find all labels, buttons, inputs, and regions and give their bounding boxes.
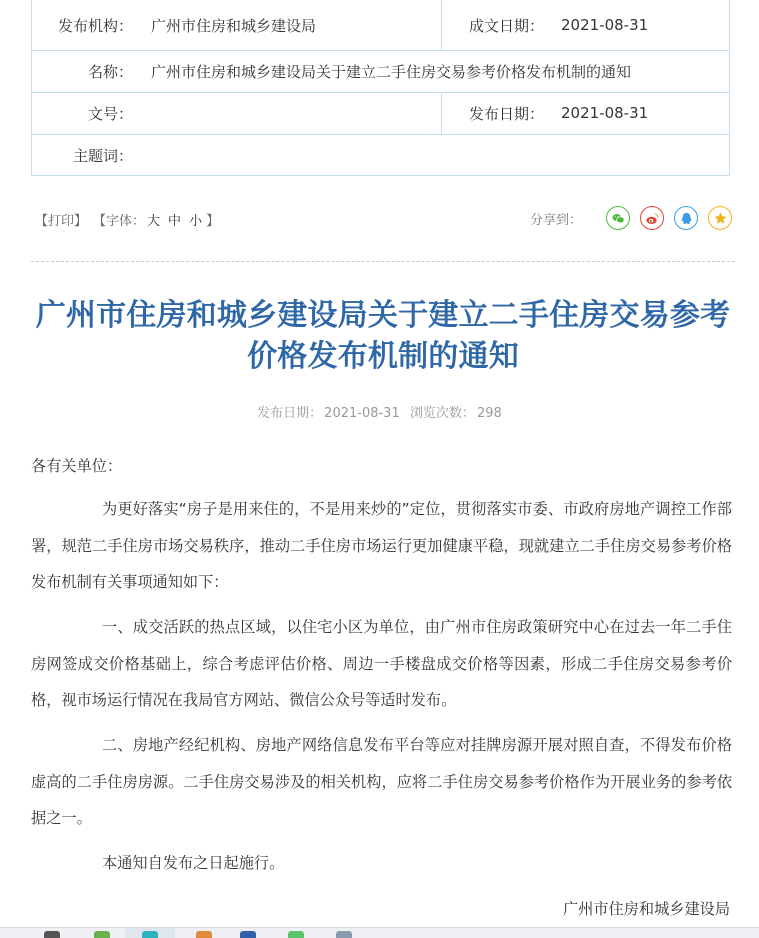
qq-icon[interactable] [674,206,698,230]
article-paragraph: 本通知自发布之日起施行。 [102,854,285,872]
views-label: 浏览次数： [410,406,476,421]
document-meta-table [31,0,730,176]
doc-date-value: 2021-08-31 [561,16,649,34]
meta-row-doc-no [32,92,729,135]
article-paragraph: 为更好落实“房子是用来住的，不是用来炒的”定位，贯彻落实市委、市政府房地产调控工作部署，规范二手住房市场交易秩序，推动二手住房市场运行更加健康平稳，现就建立二手住房交易参考价格发布机制有关事项通知如下： [31,500,732,591]
meta-row-publisher [32,0,729,51]
font-size-close: 】 [206,214,220,229]
section-divider [31,261,735,262]
pub-date-label: 发布日期： [257,406,323,421]
article-pub-info [0,402,759,421]
share-label: 分享到： [529,212,582,228]
pub-date-value: 2021-08-31 [324,406,400,421]
views-count: 298 [477,406,502,421]
article-title: 广州市住房和城乡建设局关于建立二手住房交易参考价格发布机制的通知 [35,298,731,374]
os-taskbar [0,927,759,938]
pub-date-value: 2021-08-31 [561,104,649,122]
wechat-icon[interactable] [606,206,630,230]
pub-date-label: 发布日期： [468,104,544,123]
doc-date-label: 成文日期： [468,16,544,35]
article-paragraph: 一、成交活跃的热点区域，以住宅小区为单位，由广州市住房政策研究中心在过去一年二手住房网签成交价格基础上，综合考虑评估价格、周边一手楼盘成交价格等因素，形成二手住房交易参考价格，视市场运行情况在我局官方网站、微信公众号等适时发布。 [31,618,732,709]
name-value: 广州市住房和城乡建设局关于建立二手住房交易参考价格发布机制的通知 [151,62,632,81]
subject-label: 主题词： [72,146,133,165]
article-signature: 广州市住房和城乡建设局 [562,900,730,918]
font-size-label: 【字体： [93,214,146,229]
weibo-icon[interactable] [640,206,664,230]
name-label: 名称： [87,62,133,81]
article-tools [35,210,219,229]
print-link[interactable]: 【打印】 [35,214,88,229]
publisher-value: 广州市住房和城乡建设局 [151,16,317,35]
font-size-small-link[interactable]: 小 [189,214,203,229]
font-size-large-link[interactable]: 大 [147,214,161,229]
meta-row-subject [32,134,729,176]
doc-no-label: 文号： [87,104,133,123]
share-bar [530,206,732,230]
meta-row-name [32,50,729,93]
font-size-medium-link[interactable]: 中 [168,214,182,229]
publisher-label: 发布机构： [57,16,133,35]
article-paragraph: 二、房地产经纪机构、房地产网络信息发布平台等应对挂牌房源开展对照自查，不得发布价格虚高的二手住房房源。二手住房交易涉及的相关机构，应将二手住房交易参考价格作为开展业务的参考依据之一。 [31,736,732,827]
qzone-icon[interactable] [708,206,732,230]
article-salutation: 各有关单位： [31,457,123,475]
